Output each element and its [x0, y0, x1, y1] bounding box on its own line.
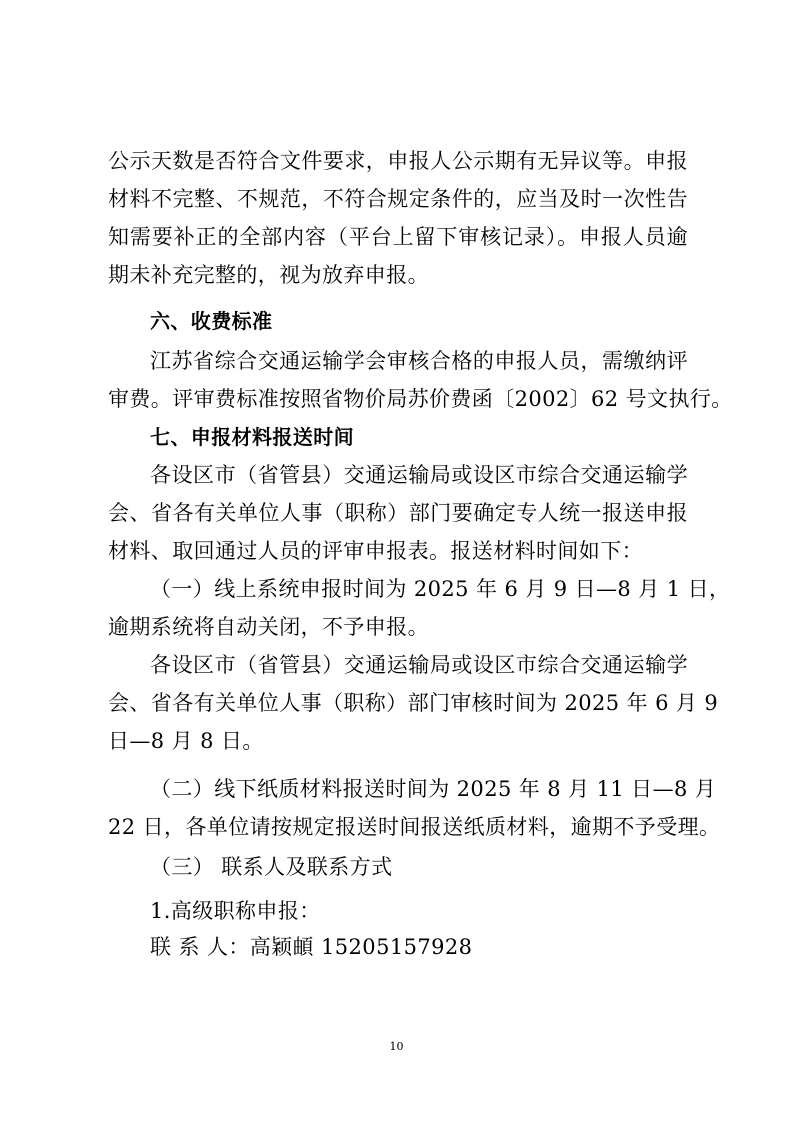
- section-heading-fees: 六、收费标准: [150, 309, 273, 333]
- paragraph-line: 日—8 月 8 日。: [108, 729, 264, 753]
- paragraph-line: 各设区市（省管县）交通运输局或设区市综合交通运输学: [150, 463, 688, 487]
- paragraph-line: 各设区市（省管县）交通运输局或设区市综合交通运输学: [150, 653, 688, 677]
- section-heading-submission-time: 七、申报材料报送时间: [150, 425, 354, 449]
- paragraph-line: 知需要补正的全部内容（平台上留下审核记录）。申报人员逾: [108, 225, 688, 249]
- contact-person-line: 联 系 人：高颖頔 15205157928: [150, 935, 473, 959]
- paragraph-line: 会、省各有关单位人事（职称）部门审核时间为 2025 年 6 月 9: [108, 691, 719, 715]
- paragraph-line: 期未补充完整的，视为放弃申报。: [108, 263, 429, 287]
- paragraph-line: 审费。评审费标准按照省物价局苏价费函〔2002〕62 号文执行。: [108, 387, 733, 411]
- paragraph-line: 会、省各有关单位人事（职称）部门要确定专人统一报送申报: [108, 501, 688, 525]
- paragraph-line: 逾期系统将自动关闭，不予申报。: [108, 615, 429, 639]
- paragraph-line: （二）线下纸质材料报送时间为 2025 年 8 月 11 日—8 月: [150, 777, 717, 801]
- page-number: 10: [389, 1040, 404, 1053]
- paragraph-line: 公示天数是否符合文件要求，申报人公示期有无异议等。申报: [108, 149, 688, 173]
- paragraph-line: 江苏省综合交通运输学会审核合格的申报人员，需缴纳评: [150, 349, 688, 373]
- paragraph-line: （一）线上系统申报时间为 2025 年 6 月 9 日—8 月 1 日，: [150, 577, 731, 601]
- list-item-senior-title: 1.高级职称申报：: [150, 899, 321, 923]
- paragraph-line: 材料不完整、不规范，不符合规定条件的，应当及时一次性告: [108, 187, 688, 211]
- subsection-contacts: （三） 联系人及联系方式: [150, 855, 393, 879]
- paragraph-line: 22 日，各单位请按规定报送时间报送纸质材料，逾期不予受理。: [108, 815, 721, 839]
- paragraph-line: 材料、取回通过人员的评审申报表。报送材料时间如下：: [108, 539, 643, 563]
